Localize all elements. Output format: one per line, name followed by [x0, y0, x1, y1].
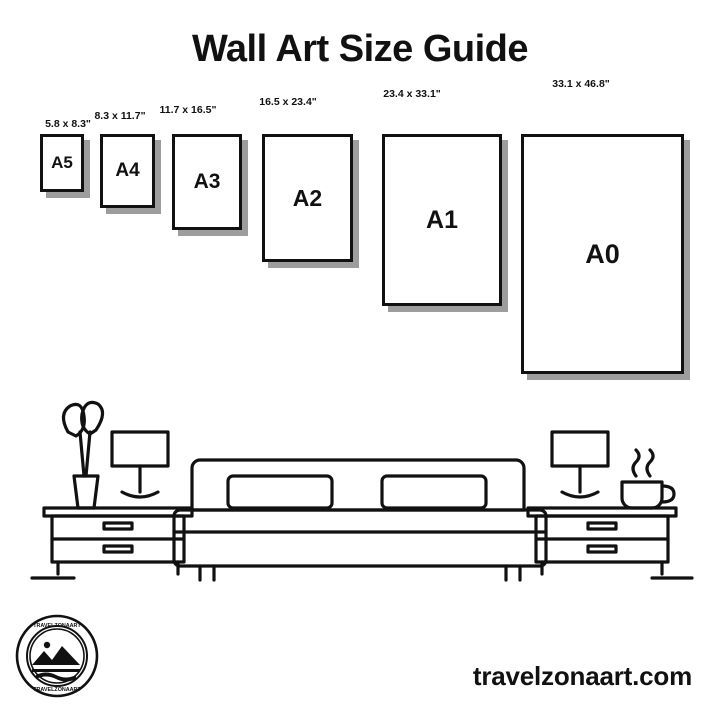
- coffee-cup: [622, 450, 674, 508]
- website-url[interactable]: travelzonaart.com: [472, 661, 692, 691]
- frame-dimensions-a0: 33.1 x 46.8": [552, 78, 610, 90]
- brand-logo[interactable]: [14, 613, 100, 704]
- frame-dimensions-a3: 11.7 x 16.5": [159, 104, 217, 116]
- frame-name-a1: A1: [426, 206, 458, 234]
- frame-name-a5: A5: [51, 153, 73, 172]
- frame-dimensions-a5: 5.8 x 8.3": [45, 118, 91, 130]
- brand-logo-icon: [14, 613, 100, 699]
- frame-name-a4: A4: [115, 160, 140, 181]
- frame-dimensions-a2: 16.5 x 23.4": [259, 96, 317, 108]
- left-nightstand: [44, 508, 192, 574]
- frame-dimensions-a4: 8.3 x 11.7": [94, 110, 146, 122]
- page-title: Wall Art Size Guide: [191, 28, 529, 70]
- frame-name-a2: A2: [292, 185, 323, 211]
- right-table-lamp: [552, 432, 608, 497]
- bedroom-scene-svg: [0, 380, 720, 610]
- plant-vase: [63, 402, 102, 508]
- frame-name-a0: A0: [585, 239, 620, 269]
- frame-name-a3: A3: [193, 170, 221, 193]
- frame-dimensions-a1: 23.4 x 33.1": [383, 88, 441, 100]
- right-nightstand: [528, 508, 676, 574]
- bedroom-scene: [0, 380, 720, 610]
- logo-text-top: TRAVELZONAART: [33, 623, 81, 629]
- bed: [174, 460, 546, 580]
- left-table-lamp: [112, 432, 168, 497]
- logo-text-bottom: TRAVELZONAART: [33, 687, 81, 693]
